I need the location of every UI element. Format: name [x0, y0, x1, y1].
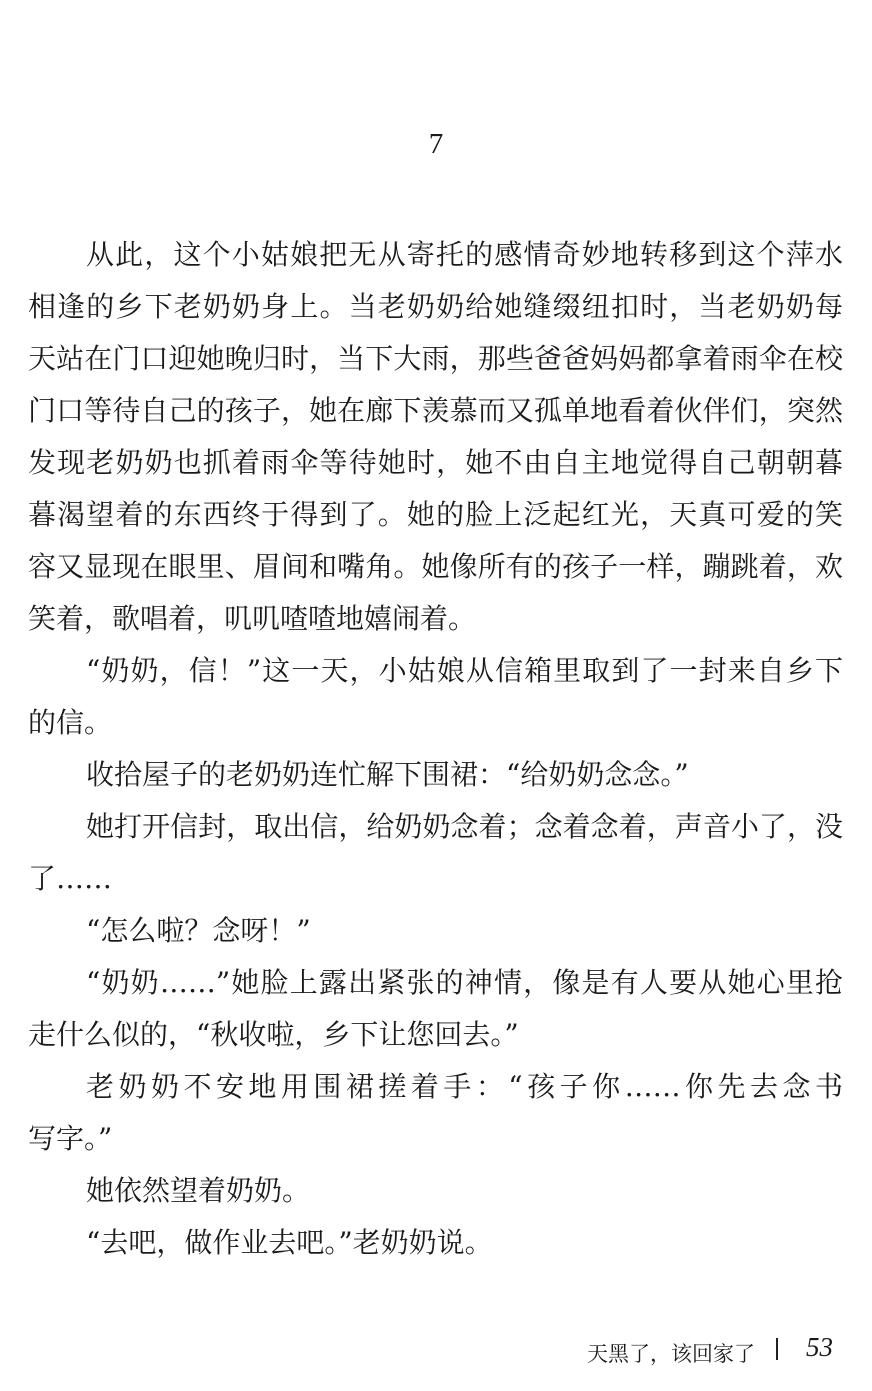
page-footer	[0, 1332, 872, 1368]
text-line: “去吧，做作业去吧。”老奶奶说。	[86, 1226, 493, 1259]
text-line: 的信。	[28, 706, 113, 739]
text-line: 走什么似的，“秋收啦，乡下让您回去。”	[28, 1018, 519, 1051]
body-text	[28, 229, 843, 1269]
running-title: 天黑了，该回家了	[587, 1342, 755, 1366]
page-number: 53	[806, 1332, 833, 1362]
text-line: 从此，这个小姑娘把无从寄托的感情奇妙地转移到这个萍水	[86, 238, 843, 271]
text-line: 写字。”	[28, 1122, 113, 1155]
text-line: 了……	[28, 862, 113, 895]
text-line: “奶奶，信！”这一天，小姑娘从信箱里取到了一封来自乡下	[86, 654, 843, 687]
text-line: 她打开信封，取出信，给奶奶念着；念着念着，声音小了，没	[86, 810, 843, 843]
text-line: 她依然望着奶奶。	[86, 1174, 311, 1207]
text-line: 老奶奶不安地用围裙搓着手：“孩子你……你先去念书	[86, 1070, 843, 1103]
text-line: 门口等待自己的孩子，她在廊下羡慕而又孤单地看着伙伴们，突然	[28, 394, 843, 427]
footer-divider	[776, 1338, 778, 1360]
text-line: 天站在门口迎她晚归时，当下大雨，那些爸爸妈妈都拿着雨伞在校	[28, 342, 843, 375]
text-line: 笑着，歌唱着，叽叽喳喳地嬉闹着。	[28, 602, 477, 635]
text-line: 发现老奶奶也抓着雨伞等待她时，她不由自主地觉得自己朝朝暮	[28, 446, 843, 479]
text-line: 相逢的乡下老奶奶身上。当老奶奶给她缝缀纽扣时，当老奶奶每	[28, 290, 843, 323]
text-line: “怎么啦？念呀！”	[86, 914, 311, 947]
chapter-number: 7	[428, 128, 444, 160]
text-line: 暮渴望着的东西终于得到了。她的脸上泛起红光，天真可爱的笑	[28, 498, 843, 531]
text-line: 容又显现在眼里、眉间和嘴角。她像所有的孩子一样，蹦跳着，欢	[28, 550, 843, 583]
text-line: “奶奶……”她脸上露出紧张的神情，像是有人要从她心里抢	[86, 966, 843, 999]
text-line: 收拾屋子的老奶奶连忙解下围裙：“给奶奶念念。”	[86, 758, 689, 791]
